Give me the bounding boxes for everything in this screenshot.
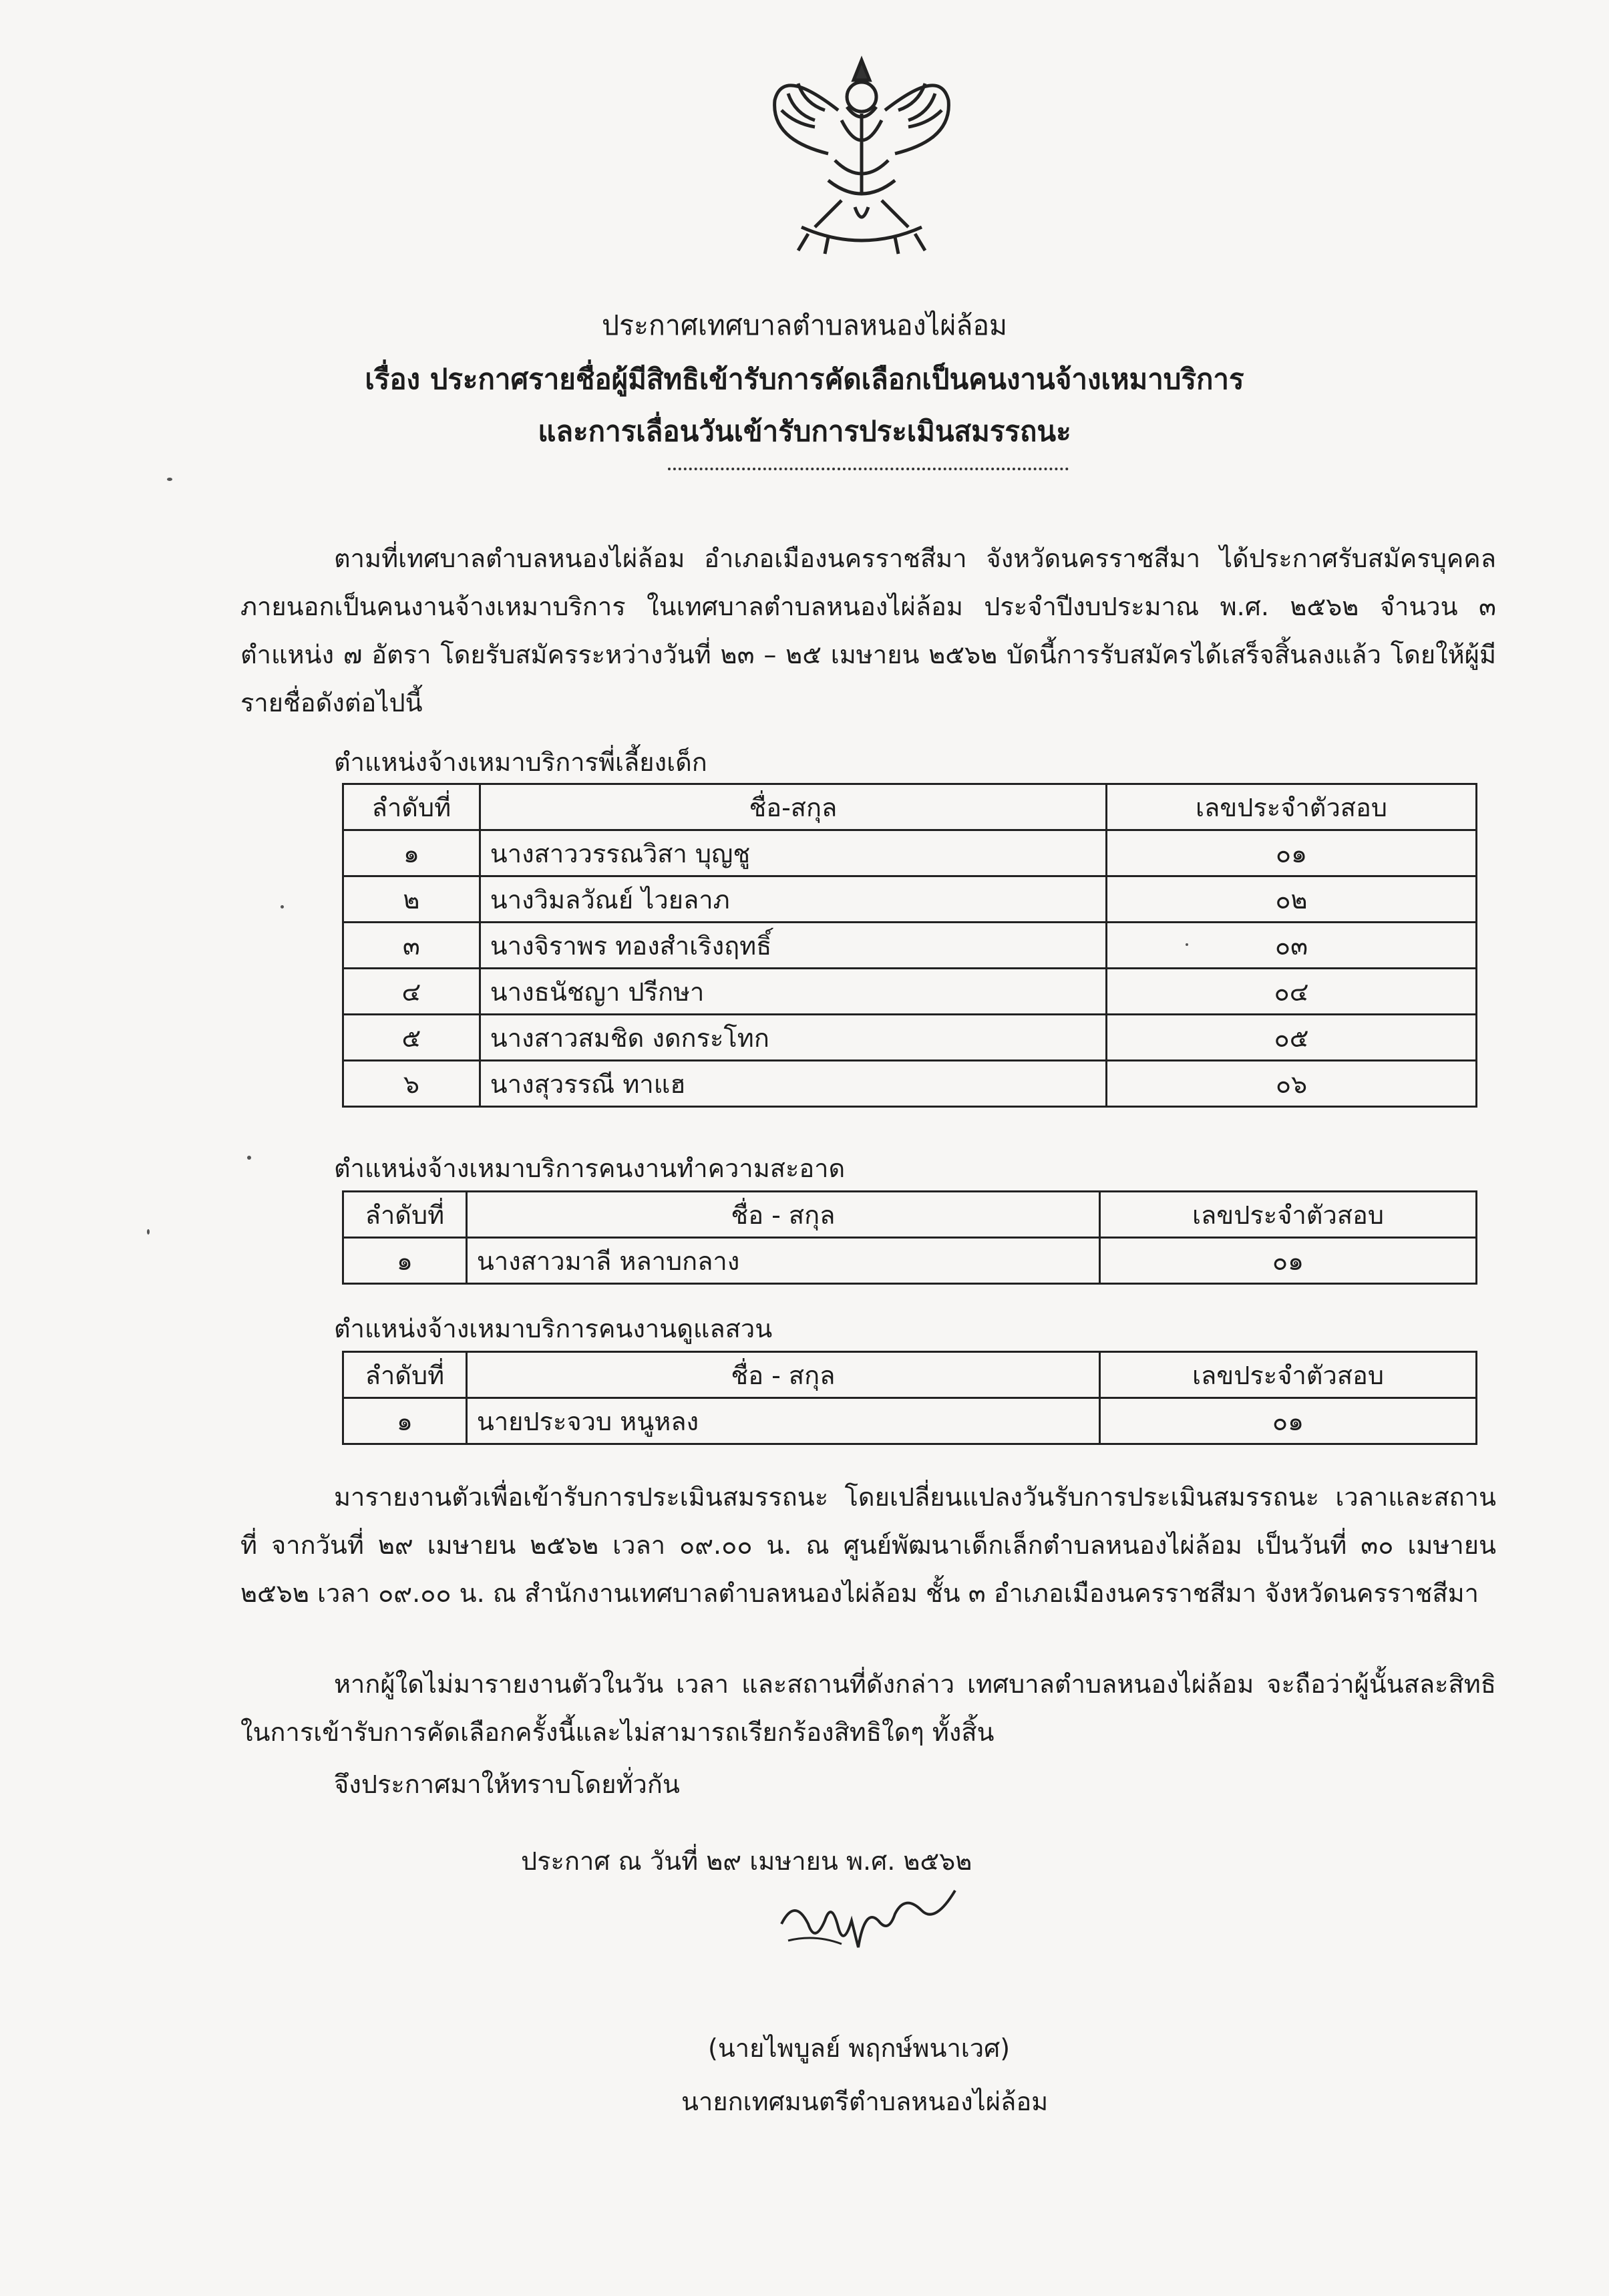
column-header-exam-id: เลขประจำตัวสอบ bbox=[1106, 784, 1476, 830]
row-exam-id: ๐๖ bbox=[1106, 1061, 1476, 1107]
column-header-order: ลำดับที่ bbox=[343, 784, 480, 830]
section-title-gardening: ตำแหน่งจ้างเหมาบริการคนงานดูแลสวน bbox=[334, 1314, 773, 1343]
row-exam-id: ๐๑ bbox=[1106, 830, 1476, 876]
row-order: ๖ bbox=[343, 1061, 480, 1107]
row-name: นางจิราพร ทองสำเริงฤทธิ์ bbox=[480, 923, 1106, 969]
row-exam-id: ๐๔ bbox=[1106, 969, 1476, 1015]
table-row bbox=[343, 1238, 1477, 1284]
row-exam-id: ๐๑ bbox=[1099, 1398, 1476, 1444]
row-name: นางสุวรรณี ทาแฮ bbox=[480, 1061, 1106, 1107]
table-header-row bbox=[343, 784, 1477, 830]
scan-speck bbox=[281, 905, 284, 909]
row-order: ๔ bbox=[343, 969, 480, 1015]
scan-speck bbox=[1186, 943, 1188, 946]
table-header-row bbox=[343, 1192, 1477, 1238]
section-title-cleaning: ตำแหน่งจ้างเหมาบริการคนงานทำความสะอาด bbox=[334, 1154, 846, 1183]
cleaning-candidates-table bbox=[342, 1190, 1477, 1285]
gardening-candidates-table bbox=[342, 1351, 1477, 1445]
column-header-order: ลำดับที่ bbox=[343, 1192, 467, 1238]
row-exam-id: ๐๒ bbox=[1106, 876, 1476, 923]
row-order: ๓ bbox=[343, 923, 480, 969]
column-header-name: ชื่อ - สกุล bbox=[466, 1352, 1099, 1398]
announcement-subject: เรื่อง ประกาศรายชื่อผู้มีสิทธิเข้ารับการคัดเลือกเป็นคนงานจ้างเหมาบริการ bbox=[365, 363, 1244, 395]
column-header-exam-id: เลขประจำตัวสอบ bbox=[1099, 1352, 1476, 1398]
title-divider bbox=[668, 468, 1069, 470]
garuda-emblem-icon bbox=[761, 47, 962, 261]
intro-paragraph: ตามที่เทศบาลตำบลหนองไผ่ล้อม อำเภอเมืองนครราชสีมา จังหวัดนครราชสีมา ได้ประกาศรับสมัครบุคคลภายนอกเป็นคนงานจ้างเหมาบริการ ในเทศบาลตำบลหนองไผ่ล้อม ประจำปีงบประมาณ พ.ศ. ๒๕๖๒ จำนวน ๓ ตำแหน่ง ๗ อัตรา โดยรับสมัครระหว่างวันที่ ๒๓ – ๒๕ เมษายน ๒๕๖๒ บัดนี้การรับสมัครได้เสร็จสิ้นลงแล้ว โดยให้ผู้มีรายชื่อดังต่อไปนี้ bbox=[240, 544, 1496, 717]
row-exam-id: ๐๑ bbox=[1099, 1238, 1476, 1284]
table-row bbox=[343, 923, 1477, 969]
table-row bbox=[343, 1015, 1477, 1061]
row-name: นายประจวบ หนูหลง bbox=[466, 1398, 1099, 1444]
row-order: ๑ bbox=[343, 1398, 467, 1444]
signer-name: (นายไพบูลย์ พฤกษ์พนาเวศ) bbox=[708, 2033, 1011, 2063]
section-title-childcare: ตำแหน่งจ้างเหมาบริการพี่เลี้ยงเด็ก bbox=[334, 748, 707, 777]
column-header-order: ลำดับที่ bbox=[343, 1352, 467, 1398]
table-row bbox=[343, 830, 1477, 876]
table-row bbox=[343, 876, 1477, 923]
column-header-name: ชื่อ-สกุล bbox=[480, 784, 1106, 830]
closing-statement: จึงประกาศมาให้ทราบโดยทั่วกัน bbox=[334, 1770, 680, 1799]
row-name: นางสาววรรณวิสา บุญชู bbox=[480, 830, 1106, 876]
report-instructions-paragraph: มารายงานตัวเพื่อเข้ารับการประเมินสมรรถนะ โดยเปลี่ยนแปลงวันรับการประเมินสมรรถนะ เวลาและสถานที่ จากวันที่ ๒๙ เมษายน ๒๕๖๒ เวลา ๐๙.๐๐ น. ณ ศูนย์พัฒนาเด็กเล็กตำบลหนองไผ่ล้อม เป็นวันที่ ๓๐ เมษายน ๒๕๖๒ เวลา ๐๙.๐๐ น. ณ สำนักงานเทศบาลตำบลหนองไผ่ล้อม ชั้น ๓ อำเภอเมืองนครราชสีมา จังหวัดนครราชสีมา bbox=[240, 1482, 1496, 1608]
column-header-name: ชื่อ - สกุล bbox=[466, 1192, 1099, 1238]
signature-icon bbox=[761, 1877, 975, 1964]
row-name: นางสาวสมชิด งดกระโทก bbox=[480, 1015, 1106, 1061]
table-row bbox=[343, 1398, 1477, 1444]
row-name: นางวิมลวัณย์ ไวยลาภ bbox=[480, 876, 1106, 923]
scan-speck bbox=[167, 478, 172, 481]
scan-speck bbox=[247, 1156, 251, 1160]
forfeit-notice-paragraph: หากผู้ใดไม่มารายงานตัวในวัน เวลา และสถานที่ดังกล่าว เทศบาลตำบลหนองไผ่ล้อม จะถือว่าผู้นั้นสละสิทธิในการเข้ารับการคัดเลือกครั้งนี้และไม่สามารถเรียกร้องสิทธิใดๆ ทั้งสิ้น bbox=[240, 1669, 1496, 1747]
scan-speck bbox=[147, 1229, 150, 1235]
table-row bbox=[343, 1061, 1477, 1107]
announcement-subject-line2: และการเลื่อนวันเข้ารับการประเมินสมรรถนะ bbox=[538, 415, 1071, 448]
table-header-row bbox=[343, 1352, 1477, 1398]
row-order: ๑ bbox=[343, 830, 480, 876]
row-name: นางธนัชญา ปรีกษา bbox=[480, 969, 1106, 1015]
row-exam-id: ๐๓ bbox=[1106, 923, 1476, 969]
row-name: นางสาวมาลี หลาบกลาง bbox=[466, 1238, 1099, 1284]
column-header-exam-id: เลขประจำตัวสอบ bbox=[1099, 1192, 1476, 1238]
signer-position: นายกเทศมนตรีตำบลหนองไผ่ล้อม bbox=[681, 2087, 1049, 2116]
table-row bbox=[343, 969, 1477, 1015]
row-exam-id: ๐๕ bbox=[1106, 1015, 1476, 1061]
announcement-date: ประกาศ ณ วันที่ ๒๙ เมษายน พ.ศ. ๒๕๖๒ bbox=[521, 1846, 972, 1876]
row-order: ๕ bbox=[343, 1015, 480, 1061]
announcement-org-title: ประกาศเทศบาลตำบลหนองไผ่ล้อม bbox=[601, 309, 1008, 341]
row-order: ๑ bbox=[343, 1238, 467, 1284]
childcare-candidates-table bbox=[342, 783, 1477, 1108]
row-order: ๒ bbox=[343, 876, 480, 923]
